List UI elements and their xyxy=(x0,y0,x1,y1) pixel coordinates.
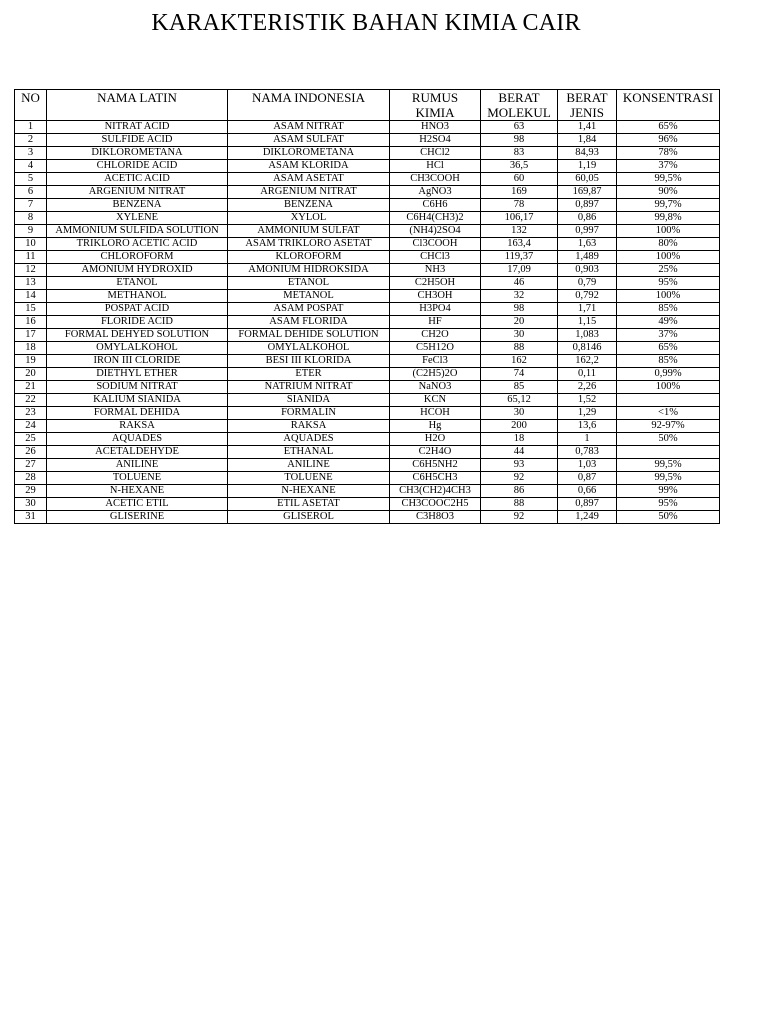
cell-nama-latin: TOLUENE xyxy=(47,472,228,485)
cell-berat-jenis: 0,903 xyxy=(558,264,617,277)
cell-konsentrasi: 99,8% xyxy=(617,212,720,225)
table-row xyxy=(15,433,720,446)
cell-rumus-kimia: CH3COOC2H5 xyxy=(390,498,481,511)
table-row xyxy=(15,498,720,511)
page-title: KARAKTERISTIK BAHAN KIMIA CAIR xyxy=(151,10,581,36)
cell-konsentrasi: 78% xyxy=(617,147,720,160)
cell-rumus-kimia: H3PO4 xyxy=(390,303,481,316)
cell-berat-jenis: 1,249 xyxy=(558,511,617,524)
cell-nama-indonesia: METANOL xyxy=(228,290,390,303)
cell-no: 14 xyxy=(15,290,47,303)
cell-konsentrasi xyxy=(617,394,720,407)
cell-konsentrasi: 100% xyxy=(617,251,720,264)
cell-nama-latin: XYLENE xyxy=(47,212,228,225)
cell-konsentrasi: 92-97% xyxy=(617,420,720,433)
cell-no: 9 xyxy=(15,225,47,238)
cell-rumus-kimia: (C2H5)2O xyxy=(390,368,481,381)
cell-nama-indonesia: ANILINE xyxy=(228,459,390,472)
cell-berat-molekul: 60 xyxy=(481,173,558,186)
table-row xyxy=(15,160,720,173)
cell-no: 6 xyxy=(15,186,47,199)
table-row xyxy=(15,420,720,433)
table-row xyxy=(15,368,720,381)
table-row xyxy=(15,355,720,368)
cell-nama-indonesia: BENZENA xyxy=(228,199,390,212)
cell-konsentrasi: 25% xyxy=(617,264,720,277)
table-row xyxy=(15,342,720,355)
cell-rumus-kimia: (NH4)2SO4 xyxy=(390,225,481,238)
cell-rumus-kimia: C6H5CH3 xyxy=(390,472,481,485)
header-no: NO xyxy=(15,90,47,121)
cell-nama-indonesia: AQUADES xyxy=(228,433,390,446)
cell-no: 16 xyxy=(15,316,47,329)
cell-no: 13 xyxy=(15,277,47,290)
table-row xyxy=(15,511,720,524)
cell-konsentrasi: 65% xyxy=(617,121,720,134)
cell-nama-latin: METHANOL xyxy=(47,290,228,303)
cell-berat-molekul: 162 xyxy=(481,355,558,368)
cell-berat-jenis: 0,79 xyxy=(558,277,617,290)
header-rumus-kimia: RUMUS KIMIA xyxy=(390,90,481,121)
cell-nama-indonesia: GLISEROL xyxy=(228,511,390,524)
table-row xyxy=(15,134,720,147)
table-row xyxy=(15,186,720,199)
cell-no: 31 xyxy=(15,511,47,524)
cell-no: 23 xyxy=(15,407,47,420)
cell-no: 30 xyxy=(15,498,47,511)
cell-nama-indonesia: BESI III KLORIDA xyxy=(228,355,390,368)
cell-rumus-kimia: CH2O xyxy=(390,329,481,342)
cell-rumus-kimia: C5H12O xyxy=(390,342,481,355)
cell-nama-latin: FORMAL DEHYED SOLUTION xyxy=(47,329,228,342)
cell-berat-jenis: 1,03 xyxy=(558,459,617,472)
cell-berat-molekul: 36,5 xyxy=(481,160,558,173)
cell-nama-indonesia: RAKSA xyxy=(228,420,390,433)
cell-berat-jenis: 13,6 xyxy=(558,420,617,433)
cell-nama-latin: NITRAT ACID xyxy=(47,121,228,134)
cell-rumus-kimia: CHCl2 xyxy=(390,147,481,160)
cell-konsentrasi: 100% xyxy=(617,225,720,238)
cell-no: 7 xyxy=(15,199,47,212)
cell-berat-jenis: 0,897 xyxy=(558,199,617,212)
cell-nama-indonesia: NATRIUM NITRAT xyxy=(228,381,390,394)
cell-nama-indonesia: XYLOL xyxy=(228,212,390,225)
cell-konsentrasi: 100% xyxy=(617,290,720,303)
cell-nama-indonesia: OMYLALKOHOL xyxy=(228,342,390,355)
cell-rumus-kimia: KCN xyxy=(390,394,481,407)
cell-berat-molekul: 92 xyxy=(481,511,558,524)
cell-berat-jenis: 169,87 xyxy=(558,186,617,199)
cell-berat-jenis: 0,87 xyxy=(558,472,617,485)
cell-konsentrasi: 95% xyxy=(617,277,720,290)
cell-nama-latin: DIKLOROMETANA xyxy=(47,147,228,160)
cell-nama-latin: GLISERINE xyxy=(47,511,228,524)
cell-no: 19 xyxy=(15,355,47,368)
cell-rumus-kimia: AgNO3 xyxy=(390,186,481,199)
cell-berat-molekul: 93 xyxy=(481,459,558,472)
table-row xyxy=(15,264,720,277)
table-row xyxy=(15,303,720,316)
cell-berat-jenis: 0,997 xyxy=(558,225,617,238)
cell-nama-latin: CHLORIDE ACID xyxy=(47,160,228,173)
cell-no: 29 xyxy=(15,485,47,498)
cell-berat-molekul: 119,37 xyxy=(481,251,558,264)
table-row xyxy=(15,225,720,238)
cell-konsentrasi: 0,99% xyxy=(617,368,720,381)
cell-konsentrasi: 65% xyxy=(617,342,720,355)
cell-rumus-kimia: HNO3 xyxy=(390,121,481,134)
cell-berat-jenis: 1,15 xyxy=(558,316,617,329)
cell-berat-jenis: 0,8146 xyxy=(558,342,617,355)
cell-berat-molekul: 46 xyxy=(481,277,558,290)
chemical-table xyxy=(14,89,720,524)
cell-berat-molekul: 17,09 xyxy=(481,264,558,277)
cell-no: 1 xyxy=(15,121,47,134)
cell-berat-molekul: 74 xyxy=(481,368,558,381)
cell-berat-jenis: 1,52 xyxy=(558,394,617,407)
table-row xyxy=(15,472,720,485)
table-row xyxy=(15,459,720,472)
cell-rumus-kimia: NH3 xyxy=(390,264,481,277)
table-row xyxy=(15,238,720,251)
cell-no: 20 xyxy=(15,368,47,381)
cell-nama-indonesia: ASAM ASETAT xyxy=(228,173,390,186)
cell-no: 28 xyxy=(15,472,47,485)
table-row xyxy=(15,381,720,394)
cell-nama-latin: AMMONIUM SULFIDA SOLUTION xyxy=(47,225,228,238)
cell-konsentrasi: <1% xyxy=(617,407,720,420)
cell-konsentrasi: 85% xyxy=(617,303,720,316)
cell-berat-molekul: 78 xyxy=(481,199,558,212)
cell-konsentrasi: 49% xyxy=(617,316,720,329)
header-nama-indonesia: NAMA INDONESIA xyxy=(228,90,390,121)
cell-rumus-kimia: C6H6 xyxy=(390,199,481,212)
cell-berat-molekul: 86 xyxy=(481,485,558,498)
cell-konsentrasi: 95% xyxy=(617,498,720,511)
header-konsentrasi: KONSENTRASI xyxy=(617,90,720,121)
cell-berat-jenis: 1,63 xyxy=(558,238,617,251)
cell-nama-indonesia: ASAM POSPAT xyxy=(228,303,390,316)
cell-konsentrasi xyxy=(617,446,720,459)
cell-nama-indonesia: ETIL ASETAT xyxy=(228,498,390,511)
cell-berat-molekul: 98 xyxy=(481,134,558,147)
cell-rumus-kimia: HCOH xyxy=(390,407,481,420)
cell-nama-indonesia: AMONIUM HIDROKSIDA xyxy=(228,264,390,277)
cell-nama-indonesia: SIANIDA xyxy=(228,394,390,407)
cell-nama-latin: DIETHYL ETHER xyxy=(47,368,228,381)
cell-berat-molekul: 92 xyxy=(481,472,558,485)
cell-nama-indonesia: N-HEXANE xyxy=(228,485,390,498)
cell-berat-molekul: 98 xyxy=(481,303,558,316)
cell-rumus-kimia: H2O xyxy=(390,433,481,446)
cell-berat-jenis: 0,66 xyxy=(558,485,617,498)
cell-nama-latin: AMONIUM HYDROXID xyxy=(47,264,228,277)
cell-rumus-kimia: H2SO4 xyxy=(390,134,481,147)
table-body xyxy=(15,121,720,524)
cell-berat-jenis: 1,29 xyxy=(558,407,617,420)
cell-no: 21 xyxy=(15,381,47,394)
cell-berat-molekul: 63 xyxy=(481,121,558,134)
cell-nama-latin: ACETIC ETIL xyxy=(47,498,228,511)
cell-nama-indonesia: ETER xyxy=(228,368,390,381)
cell-nama-indonesia: ETHANAL xyxy=(228,446,390,459)
cell-berat-jenis: 1,19 xyxy=(558,160,617,173)
cell-no: 24 xyxy=(15,420,47,433)
cell-nama-latin: CHLOROFORM xyxy=(47,251,228,264)
cell-no: 3 xyxy=(15,147,47,160)
cell-berat-molekul: 106,17 xyxy=(481,212,558,225)
table-row xyxy=(15,147,720,160)
cell-berat-jenis: 0,783 xyxy=(558,446,617,459)
cell-konsentrasi: 99% xyxy=(617,485,720,498)
cell-berat-jenis: 1,489 xyxy=(558,251,617,264)
cell-nama-indonesia: TOLUENE xyxy=(228,472,390,485)
table-row xyxy=(15,316,720,329)
table-row xyxy=(15,199,720,212)
cell-berat-jenis: 1,71 xyxy=(558,303,617,316)
cell-nama-latin: FORMAL DEHIDA xyxy=(47,407,228,420)
cell-rumus-kimia: C3H8O3 xyxy=(390,511,481,524)
cell-berat-molekul: 163,4 xyxy=(481,238,558,251)
cell-berat-jenis: 1,41 xyxy=(558,121,617,134)
cell-nama-latin: POSPAT ACID xyxy=(47,303,228,316)
cell-nama-indonesia: AMMONIUM SULFAT xyxy=(228,225,390,238)
cell-berat-jenis: 60,05 xyxy=(558,173,617,186)
cell-no: 27 xyxy=(15,459,47,472)
cell-konsentrasi: 96% xyxy=(617,134,720,147)
cell-berat-jenis: 0,897 xyxy=(558,498,617,511)
cell-no: 8 xyxy=(15,212,47,225)
table-row xyxy=(15,173,720,186)
table-row xyxy=(15,446,720,459)
cell-nama-latin: AQUADES xyxy=(47,433,228,446)
cell-berat-molekul: 30 xyxy=(481,407,558,420)
cell-nama-latin: ACETALDEHYDE xyxy=(47,446,228,459)
cell-nama-indonesia: FORMALIN xyxy=(228,407,390,420)
cell-rumus-kimia: C2H5OH xyxy=(390,277,481,290)
cell-berat-molekul: 20 xyxy=(481,316,558,329)
cell-berat-molekul: 85 xyxy=(481,381,558,394)
cell-berat-molekul: 88 xyxy=(481,498,558,511)
cell-nama-indonesia: DIKLOROMETANA xyxy=(228,147,390,160)
cell-berat-jenis: 0,792 xyxy=(558,290,617,303)
cell-nama-latin: SODIUM NITRAT xyxy=(47,381,228,394)
cell-rumus-kimia: Cl3COOH xyxy=(390,238,481,251)
cell-no: 2 xyxy=(15,134,47,147)
table-header-row xyxy=(15,90,720,121)
cell-berat-jenis: 1,84 xyxy=(558,134,617,147)
table-row xyxy=(15,277,720,290)
cell-nama-latin: ANILINE xyxy=(47,459,228,472)
table-row xyxy=(15,121,720,134)
cell-no: 4 xyxy=(15,160,47,173)
cell-berat-jenis: 0,11 xyxy=(558,368,617,381)
table-row xyxy=(15,251,720,264)
table-row xyxy=(15,485,720,498)
cell-konsentrasi: 37% xyxy=(617,160,720,173)
cell-konsentrasi: 99,5% xyxy=(617,472,720,485)
cell-rumus-kimia: C2H4O xyxy=(390,446,481,459)
cell-nama-latin: BENZENA xyxy=(47,199,228,212)
cell-rumus-kimia: HCl xyxy=(390,160,481,173)
cell-nama-latin: N-HEXANE xyxy=(47,485,228,498)
cell-berat-molekul: 30 xyxy=(481,329,558,342)
cell-nama-latin: IRON III CLORIDE xyxy=(47,355,228,368)
table-row xyxy=(15,212,720,225)
cell-berat-jenis: 1,083 xyxy=(558,329,617,342)
cell-berat-jenis: 0,86 xyxy=(558,212,617,225)
cell-konsentrasi: 99,5% xyxy=(617,173,720,186)
cell-berat-molekul: 169 xyxy=(481,186,558,199)
cell-rumus-kimia: FeCl3 xyxy=(390,355,481,368)
cell-berat-molekul: 200 xyxy=(481,420,558,433)
cell-no: 22 xyxy=(15,394,47,407)
cell-nama-indonesia: FORMAL DEHIDE SOLUTION xyxy=(228,329,390,342)
cell-konsentrasi: 50% xyxy=(617,511,720,524)
cell-nama-indonesia: ASAM TRIKLORO ASETAT xyxy=(228,238,390,251)
cell-berat-molekul: 88 xyxy=(481,342,558,355)
cell-konsentrasi: 99,5% xyxy=(617,459,720,472)
cell-berat-molekul: 32 xyxy=(481,290,558,303)
header-nama-latin: NAMA LATIN xyxy=(47,90,228,121)
cell-konsentrasi: 37% xyxy=(617,329,720,342)
cell-rumus-kimia: C6H4(CH3)2 xyxy=(390,212,481,225)
cell-nama-latin: ARGENIUM NITRAT xyxy=(47,186,228,199)
header-berat-jenis: BERAT JENIS xyxy=(558,90,617,121)
cell-rumus-kimia: HF xyxy=(390,316,481,329)
cell-konsentrasi: 80% xyxy=(617,238,720,251)
cell-no: 25 xyxy=(15,433,47,446)
cell-konsentrasi: 90% xyxy=(617,186,720,199)
cell-berat-molekul: 44 xyxy=(481,446,558,459)
cell-nama-indonesia: ASAM KLORIDA xyxy=(228,160,390,173)
table-row xyxy=(15,394,720,407)
cell-no: 5 xyxy=(15,173,47,186)
cell-berat-molekul: 132 xyxy=(481,225,558,238)
cell-nama-latin: ACETIC ACID xyxy=(47,173,228,186)
cell-rumus-kimia: CH3COOH xyxy=(390,173,481,186)
cell-nama-latin: OMYLALKOHOL xyxy=(47,342,228,355)
cell-rumus-kimia: CH3OH xyxy=(390,290,481,303)
cell-no: 15 xyxy=(15,303,47,316)
cell-nama-indonesia: ASAM NITRAT xyxy=(228,121,390,134)
cell-berat-jenis: 2,26 xyxy=(558,381,617,394)
cell-konsentrasi: 85% xyxy=(617,355,720,368)
cell-nama-indonesia: ARGENIUM NITRAT xyxy=(228,186,390,199)
table-row xyxy=(15,290,720,303)
cell-nama-latin: RAKSA xyxy=(47,420,228,433)
table-row xyxy=(15,329,720,342)
cell-berat-jenis: 1 xyxy=(558,433,617,446)
cell-rumus-kimia: C6H5NH2 xyxy=(390,459,481,472)
cell-berat-molekul: 18 xyxy=(481,433,558,446)
cell-nama-latin: TRIKLORO ACETIC ACID xyxy=(47,238,228,251)
cell-berat-molekul: 83 xyxy=(481,147,558,160)
cell-nama-indonesia: ASAM SULFAT xyxy=(228,134,390,147)
cell-konsentrasi: 100% xyxy=(617,381,720,394)
cell-nama-latin: SULFIDE ACID xyxy=(47,134,228,147)
cell-no: 11 xyxy=(15,251,47,264)
cell-rumus-kimia: NaNO3 xyxy=(390,381,481,394)
cell-no: 17 xyxy=(15,329,47,342)
header-berat-molekul: BERAT MOLEKUL xyxy=(481,90,558,121)
cell-rumus-kimia: CH3(CH2)4CH3 xyxy=(390,485,481,498)
cell-nama-indonesia: KLOROFORM xyxy=(228,251,390,264)
cell-nama-latin: ETANOL xyxy=(47,277,228,290)
cell-nama-indonesia: ASAM FLORIDA xyxy=(228,316,390,329)
cell-konsentrasi: 99,7% xyxy=(617,199,720,212)
cell-no: 10 xyxy=(15,238,47,251)
cell-nama-indonesia: ETANOL xyxy=(228,277,390,290)
cell-konsentrasi: 50% xyxy=(617,433,720,446)
cell-berat-molekul: 65,12 xyxy=(481,394,558,407)
cell-berat-jenis: 84,93 xyxy=(558,147,617,160)
cell-no: 26 xyxy=(15,446,47,459)
cell-rumus-kimia: CHCl3 xyxy=(390,251,481,264)
cell-nama-latin: KALIUM SIANIDA xyxy=(47,394,228,407)
cell-no: 12 xyxy=(15,264,47,277)
cell-berat-jenis: 162,2 xyxy=(558,355,617,368)
cell-nama-latin: FLORIDE ACID xyxy=(47,316,228,329)
cell-rumus-kimia: Hg xyxy=(390,420,481,433)
cell-no: 18 xyxy=(15,342,47,355)
table-row xyxy=(15,407,720,420)
